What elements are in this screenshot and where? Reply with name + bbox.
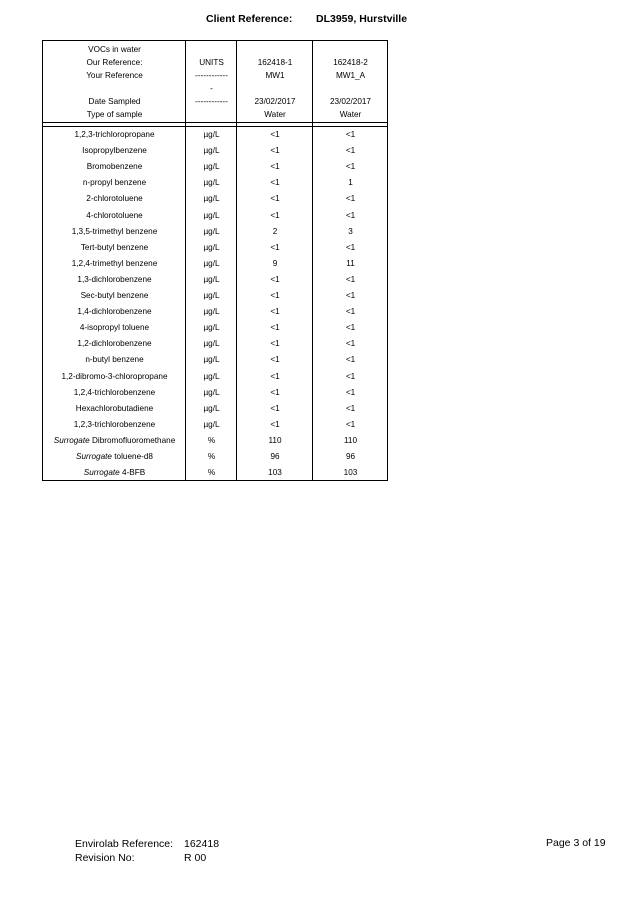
sample-2-value: <1	[345, 339, 356, 349]
analyte-name: 1,3,5-trimethyl benzene	[71, 226, 158, 236]
analyte-name: 4-chlorotoluene	[86, 210, 143, 220]
sample-2-value: <1	[345, 419, 356, 429]
units-cell: %	[207, 435, 216, 445]
header-units: -	[210, 84, 213, 93]
revision-value: R 00	[184, 852, 207, 864]
header-label: Your Reference	[86, 71, 143, 80]
header-units: ------------	[195, 71, 228, 80]
units-cell: µg/L	[203, 323, 220, 333]
units-cell: µg/L	[203, 339, 220, 349]
sample-2-value: <1	[345, 307, 356, 317]
analyte-name: 1,4-dichlorobenzene	[77, 307, 152, 317]
analyte-name: n-butyl benzene	[85, 355, 144, 365]
client-reference	[206, 13, 407, 25]
units-cell: µg/L	[203, 258, 220, 268]
header-sample-2: 23/02/2017	[330, 97, 371, 106]
header-label: Date Sampled	[88, 97, 141, 106]
surrogate-label: Surrogate	[76, 452, 112, 461]
analyte-name: Bromobenzene	[86, 162, 143, 172]
header-units: ------------	[195, 97, 228, 106]
sample-2-value: <1	[345, 355, 356, 365]
envirolab-reference-label: Envirolab Reference:	[75, 838, 174, 850]
sample-2-value: <1	[345, 194, 356, 204]
sample-1-value: <1	[270, 274, 280, 284]
sample-2-value: 96	[345, 452, 356, 461]
header-divider	[43, 126, 387, 127]
sample-2-value: 3	[348, 226, 353, 236]
analyte-name: 1,2,3-trichloropropane	[74, 130, 155, 139]
sample-2-value: <1	[345, 242, 356, 252]
revision-number	[75, 851, 219, 865]
sample-1-value: 103	[268, 468, 282, 478]
sample-1-value: <1	[270, 323, 280, 333]
units-cell: µg/L	[203, 371, 220, 381]
header-sample-2: 162418-2	[333, 58, 368, 67]
header-sample-1: MW1	[265, 71, 285, 80]
sample-2-value: <1	[345, 130, 356, 139]
analyte-name: 1,2-dibromo-3-chloropropane	[61, 371, 168, 381]
analyte-name	[43, 451, 186, 462]
units-cell: %	[207, 452, 216, 461]
surrogate-label: Surrogate	[53, 435, 90, 445]
sample-1-value: <1	[270, 291, 280, 300]
sample-1-value: 110	[268, 435, 282, 445]
units-cell: µg/L	[203, 387, 220, 397]
units-cell: µg/L	[203, 178, 220, 188]
sample-1-value: 9	[272, 258, 278, 268]
units-cell: µg/L	[203, 162, 220, 172]
units-cell: µg/L	[203, 291, 220, 300]
units-cell: µg/L	[203, 355, 220, 365]
revision-label: Revision No:	[75, 852, 135, 864]
sample-1-value: <1	[270, 146, 280, 156]
header-label: Our Reference:	[86, 58, 143, 67]
sample-2-value: <1	[345, 210, 356, 220]
results-table	[42, 40, 388, 481]
units-cell: µg/L	[203, 307, 220, 317]
analyte-name: 2-chlorotoluene	[86, 194, 143, 204]
sample-2-value: 103	[343, 468, 358, 478]
sample-1-value: 96	[270, 452, 280, 461]
sample-2-value: <1	[345, 274, 356, 284]
sample-2-value: <1	[345, 387, 356, 397]
header-sample-2: MW1_A	[335, 71, 366, 80]
units-cell: µg/L	[203, 403, 220, 413]
sample-2-value: 11	[346, 258, 355, 268]
header-sample-1: Water	[264, 110, 286, 119]
sample-1-value: <1	[270, 210, 280, 220]
sample-1-value: <1	[270, 403, 280, 413]
sample-1-value: <1	[270, 307, 280, 317]
sample-1-value: <1	[270, 242, 280, 252]
units-cell: µg/L	[203, 242, 220, 252]
sample-1-value: 2	[272, 226, 278, 236]
header-sample-2: Water	[339, 110, 362, 119]
surrogate-label: Surrogate	[83, 468, 120, 478]
sample-2-value: 1	[348, 178, 353, 188]
analyte-name: Tert-butyl benzene	[80, 242, 149, 252]
header-divider	[43, 122, 387, 123]
units-cell: µg/L	[203, 146, 220, 156]
header-sample-1: 23/02/2017	[254, 97, 296, 106]
sample-2-value: <1	[345, 162, 356, 172]
client-reference-value: DL3959, Hurstville	[316, 13, 408, 25]
sample-1-value: <1	[270, 194, 280, 204]
sample-1-value: <1	[270, 130, 280, 139]
analyte-name: 4-isopropyl toluene	[79, 323, 150, 333]
sample-1-value: <1	[270, 339, 280, 349]
sample-1-value: <1	[270, 178, 280, 188]
envirolab-reference-value: 162418	[184, 838, 220, 850]
client-reference-label: Client Reference:	[206, 13, 293, 25]
analyte-name: 1,2,4-trimethyl benzene	[71, 258, 158, 268]
sample-1-value: <1	[270, 371, 280, 381]
analyte-name: 1,2,3-trichlorobenzene	[73, 419, 156, 429]
analyte-name: Isopropylbenzene	[82, 146, 147, 156]
report-footer	[75, 837, 219, 865]
analyte-name: 1,3-dichlorobenzene	[77, 274, 152, 284]
analyte-name: Sec-butyl benzene	[80, 291, 149, 300]
section-title: VOCs in water	[88, 45, 141, 54]
sample-2-value: <1	[345, 291, 356, 300]
header-label: Type of sample	[86, 110, 143, 119]
analyte-name: Hexachlorobutadiene	[75, 403, 154, 413]
header-sample-1: 162418-1	[257, 58, 293, 67]
units-cell: %	[207, 468, 216, 478]
sample-1-value: <1	[270, 419, 280, 429]
sample-1-value: <1	[270, 162, 280, 172]
envirolab-reference	[75, 837, 219, 851]
analyte-name: 1,2,4-trichlorobenzene	[73, 387, 156, 397]
surrogate-compound: toluene-d8	[111, 452, 153, 461]
units-cell: µg/L	[203, 226, 220, 236]
analyte-name	[43, 467, 186, 478]
page-number: Page 3 of 19	[546, 837, 606, 849]
analyte-name: n-propyl benzene	[82, 178, 147, 188]
surrogate-compound: 4-BFB	[119, 468, 146, 478]
sample-2-value: <1	[345, 371, 356, 381]
units-cell: µg/L	[203, 130, 220, 139]
analyte-name: 1,2-dichlorobenzene	[77, 339, 152, 349]
units-cell: µg/L	[203, 194, 220, 204]
sample-1-value: <1	[270, 387, 280, 397]
surrogate-compound: Dibromofluoromethane	[89, 435, 176, 445]
sample-2-value: 110	[343, 435, 358, 445]
units-cell: µg/L	[203, 210, 220, 220]
units-cell: µg/L	[203, 419, 220, 429]
sample-2-value: <1	[345, 403, 356, 413]
header-units: UNITS	[199, 58, 224, 67]
sample-2-value: <1	[345, 323, 356, 333]
analyte-name	[43, 435, 186, 446]
sample-2-value: <1	[345, 146, 356, 156]
units-cell: µg/L	[203, 274, 220, 284]
sample-1-value: <1	[270, 355, 280, 365]
